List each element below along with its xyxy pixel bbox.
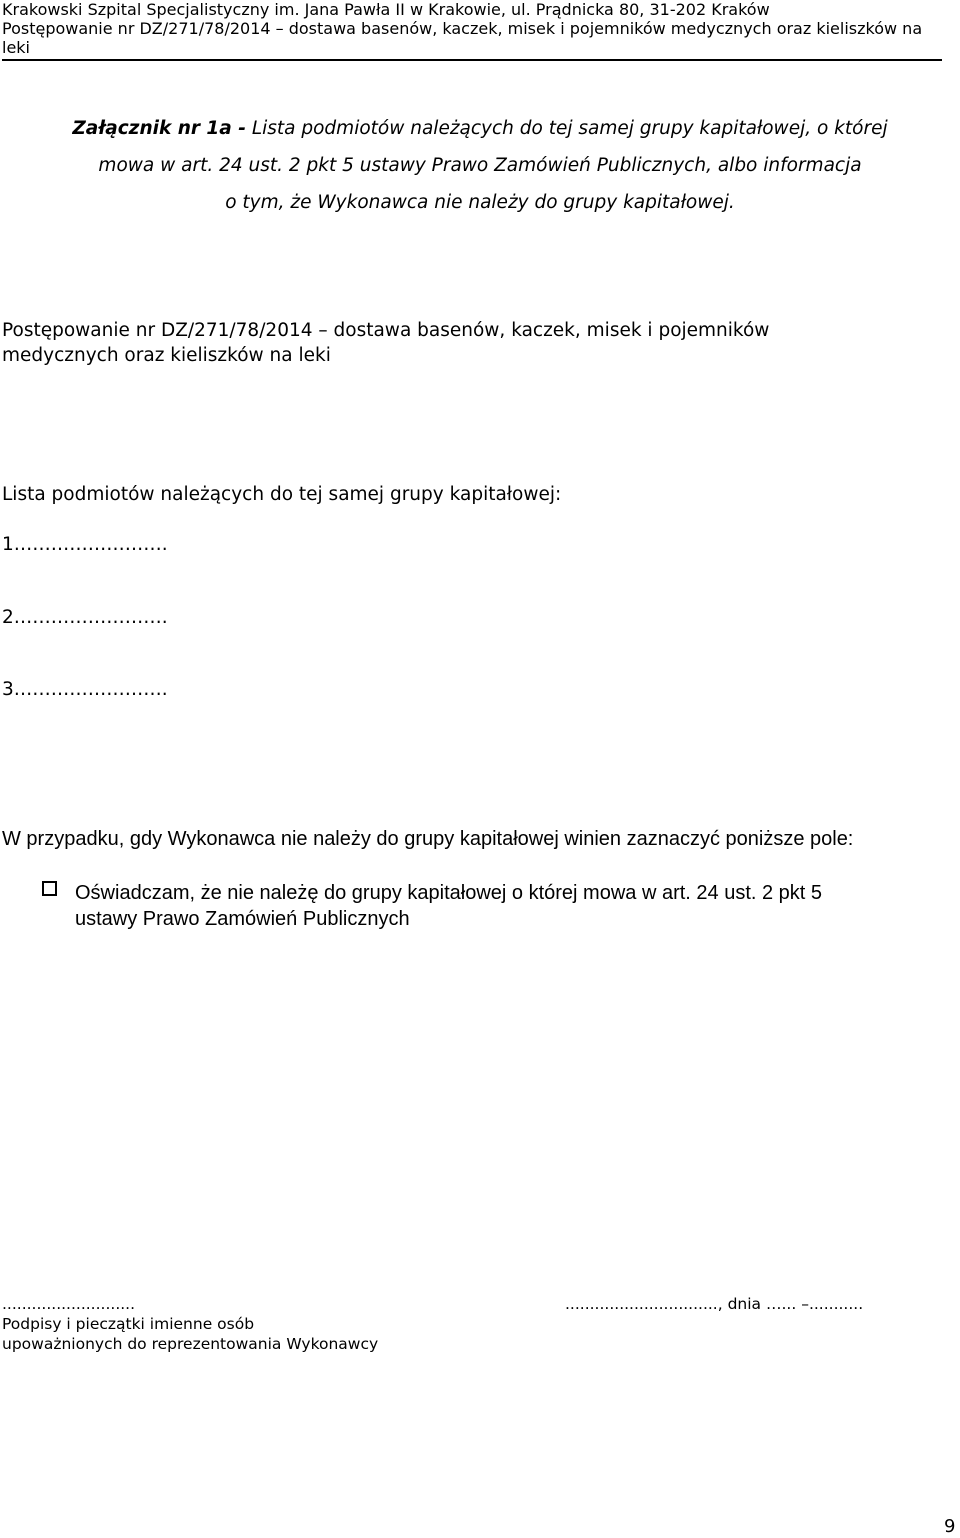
signature-dots[interactable]: ........................... [2,1295,136,1313]
attachment-label: Załącznik nr 1a - [72,118,246,139]
header-procedure: Postępowanie nr DZ/271/78/2014 – dostawa basenów, kaczek, misek i pojemników medycznych oraz kieliszków na leki [2,19,923,57]
signature-block [2,1294,378,1354]
declaration-line-2: ustawy Prawo Zamówień Publicznych [75,908,410,930]
list-title: Lista podmiotów należących do tej samej grupy kapitałowej: [2,484,562,505]
declaration-line-1: Oświadczam, że nie należę do grupy kapitałowej o której mowa w art. 24 ust. 2 pkt 5 [75,882,823,904]
page-header [2,0,942,57]
instruction-text: W przypadku, gdy Wykonawca nie należy do grupy kapitałowej winien zaznaczyć poniższe pole: [2,828,854,850]
list-item-3[interactable]: 3……………………. [2,679,168,700]
signature-caption-2: upoważnionych do reprezentowania Wykonawcy [2,1335,379,1353]
attachment-text-3: o tym, że Wykonawca nie należy do grupy kapitałowej. [225,192,735,213]
attachment-title [22,110,938,221]
declaration-checkbox[interactable] [42,881,57,896]
signature-caption-1: Podpisy i pieczątki imienne osób [2,1315,255,1333]
hospital-address: Krakowski Szpital Specjalistyczny im. Jana Pawła II w Krakowie, ul. Prądnicka 80, 31-202 Kraków [2,0,770,19]
list-item-2[interactable]: 2……………………. [2,607,168,628]
attachment-text-2: mowa w art. 24 ust. 2 pkt 5 ustawy Prawo Zamówień Publicznych, albo informacja [98,155,862,176]
header-divider [2,59,942,61]
declaration-text [75,880,935,932]
attachment-text-1: Lista podmiotów należących do tej samej grupy kapitałowej, o której [251,118,888,139]
procedure-line-2: medycznych oraz kieliszków na leki [2,345,331,366]
place-date-field[interactable]: ..............................., dnia …... –........... [565,1295,864,1313]
procedure-title [2,318,902,368]
list-item-1[interactable]: 1……………………. [2,534,168,555]
page-number: 9 [944,1516,956,1537]
procedure-line-1: Postępowanie nr DZ/271/78/2014 – dostawa basenów, kaczek, misek i pojemników [2,320,770,341]
